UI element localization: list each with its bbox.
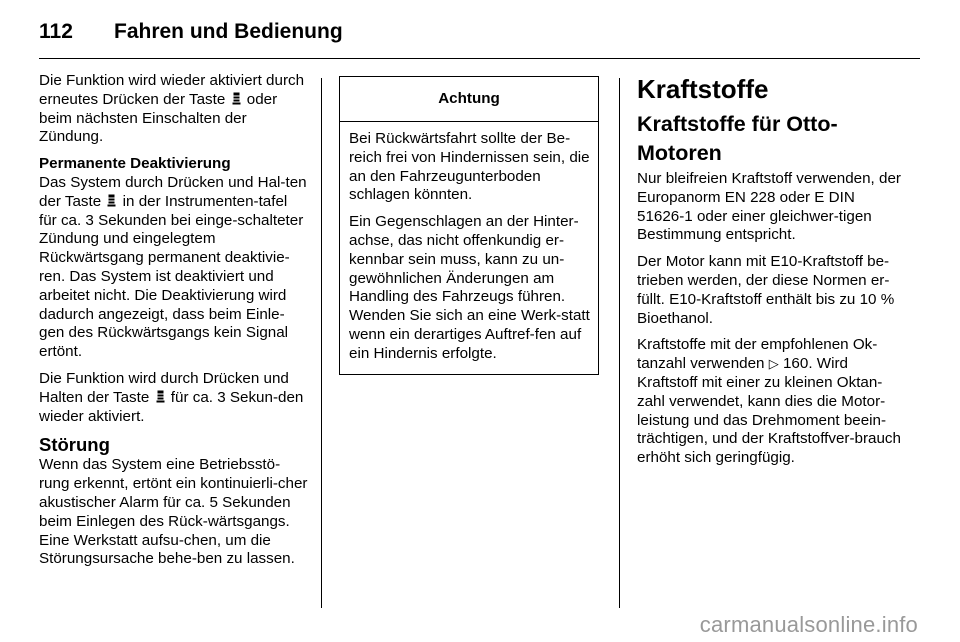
page-title: Fahren und Bedienung	[114, 20, 343, 43]
page-reference-link[interactable]: 160	[782, 355, 809, 373]
permanent-deactivation-heading: Permanente Deaktivierung	[39, 155, 231, 173]
paragraph-fuel-norm: Nur bleifreien Kraftstoff verwenden, der Europanorm EN 228 oder E DIN 51626-1 oder einer gleichwer-tigen Bestimmung entspricht.	[637, 170, 901, 244]
warning-paragraph-1: Bei Rückwärtsfahrt sollte der Be-reich frei von Hindernissen sein, die an den Fahrzeugunterboden schlagen könnten.	[349, 130, 590, 204]
paragraph-reactivation: Die Funktion wird wieder aktiviert durch erneutes Drücken der Taste oder beim nächsten Einschalten der Zündung.	[39, 72, 305, 146]
section-title-kraftstoffe: Kraftstoffe	[637, 74, 769, 104]
page-header	[39, 14, 343, 50]
warning-box	[339, 76, 599, 375]
right-column	[637, 72, 905, 476]
warning-paragraph-2: Ein Gegenschlagen an der Hinter-achse, das nicht offenkundig er-kennbar sein muss, kann zu un-gewöhnlichen Änderungen am Handling des Fahrzeugs führen. Wenden Sie sich an eine Werk-statt wenn ein derartiges Auftref-fen auf ein Hindernis erfolgte.	[349, 213, 590, 362]
header-divider	[39, 58, 920, 59]
paragraph-e10: Der Motor kann mit E10-Kraftstoff be-trieben werden, der diese Normen er-füllt. E10-Kraftstoff enthält bis zu 10 % Bioethanol.	[637, 253, 895, 327]
paragraph-permanent-deactivation: Das System durch Drücken und Hal-ten der Taste in der Instrumenten-tafel für ca. 3 Sekunden bei einge-schalteter Zündung und eingelegtem Rückwärtsgang permanent deaktivie-ren. Das System ist deaktiviert und arbeitet nicht. Die Deaktivierung wird dadurch angezeigt, dass beim Einle-gen des Rückwärtsgangs kein Signal ertönt.	[39, 173, 307, 361]
column-divider-left	[321, 78, 322, 608]
stoerung-heading: Störung	[39, 434, 110, 456]
paragraph-octane: Kraftstoffe mit der empfohlenen Ok-tanzahl verwenden ▷ 160. Wird Kraftstoff mit einer zu kleinen Oktan-zahl verwendet, kann dies die Motor-leistung und das Drehmoment beein-trächtigen, und der Kraftstoffver-brauch erhöht sich geringfügig.	[637, 336, 901, 467]
warning-body	[340, 122, 598, 374]
park-sensor-icon	[107, 194, 116, 207]
page-ref-arrow-icon: ▷	[768, 356, 779, 372]
park-sensor-icon	[232, 92, 241, 105]
paragraph-stoerung: Wenn das System eine Betriebsstö-rung erkennt, ertönt ein kontinuierli-cher akustischer Alarm für ca. 5 Sekunden beim Einlegen des Rück-wärtsgangs. Eine Werkstatt aufsu-chen, um die Störungsursache behe-ben zu lassen.	[39, 456, 308, 568]
left-column	[39, 72, 309, 577]
column-divider-right	[619, 78, 620, 608]
paragraph-reactivate-hold: Die Funktion wird durch Drücken und Halten der Taste für ca. 3 Sekun-den wieder aktiviert.	[39, 369, 304, 425]
park-sensor-icon	[156, 390, 165, 403]
subsection-title-otto: Kraftstoffe für Otto-Motoren	[637, 112, 838, 165]
page-number: 112	[39, 20, 73, 43]
warning-title: Achtung	[340, 77, 598, 122]
watermark: carmanualsonline.info	[699, 612, 918, 637]
